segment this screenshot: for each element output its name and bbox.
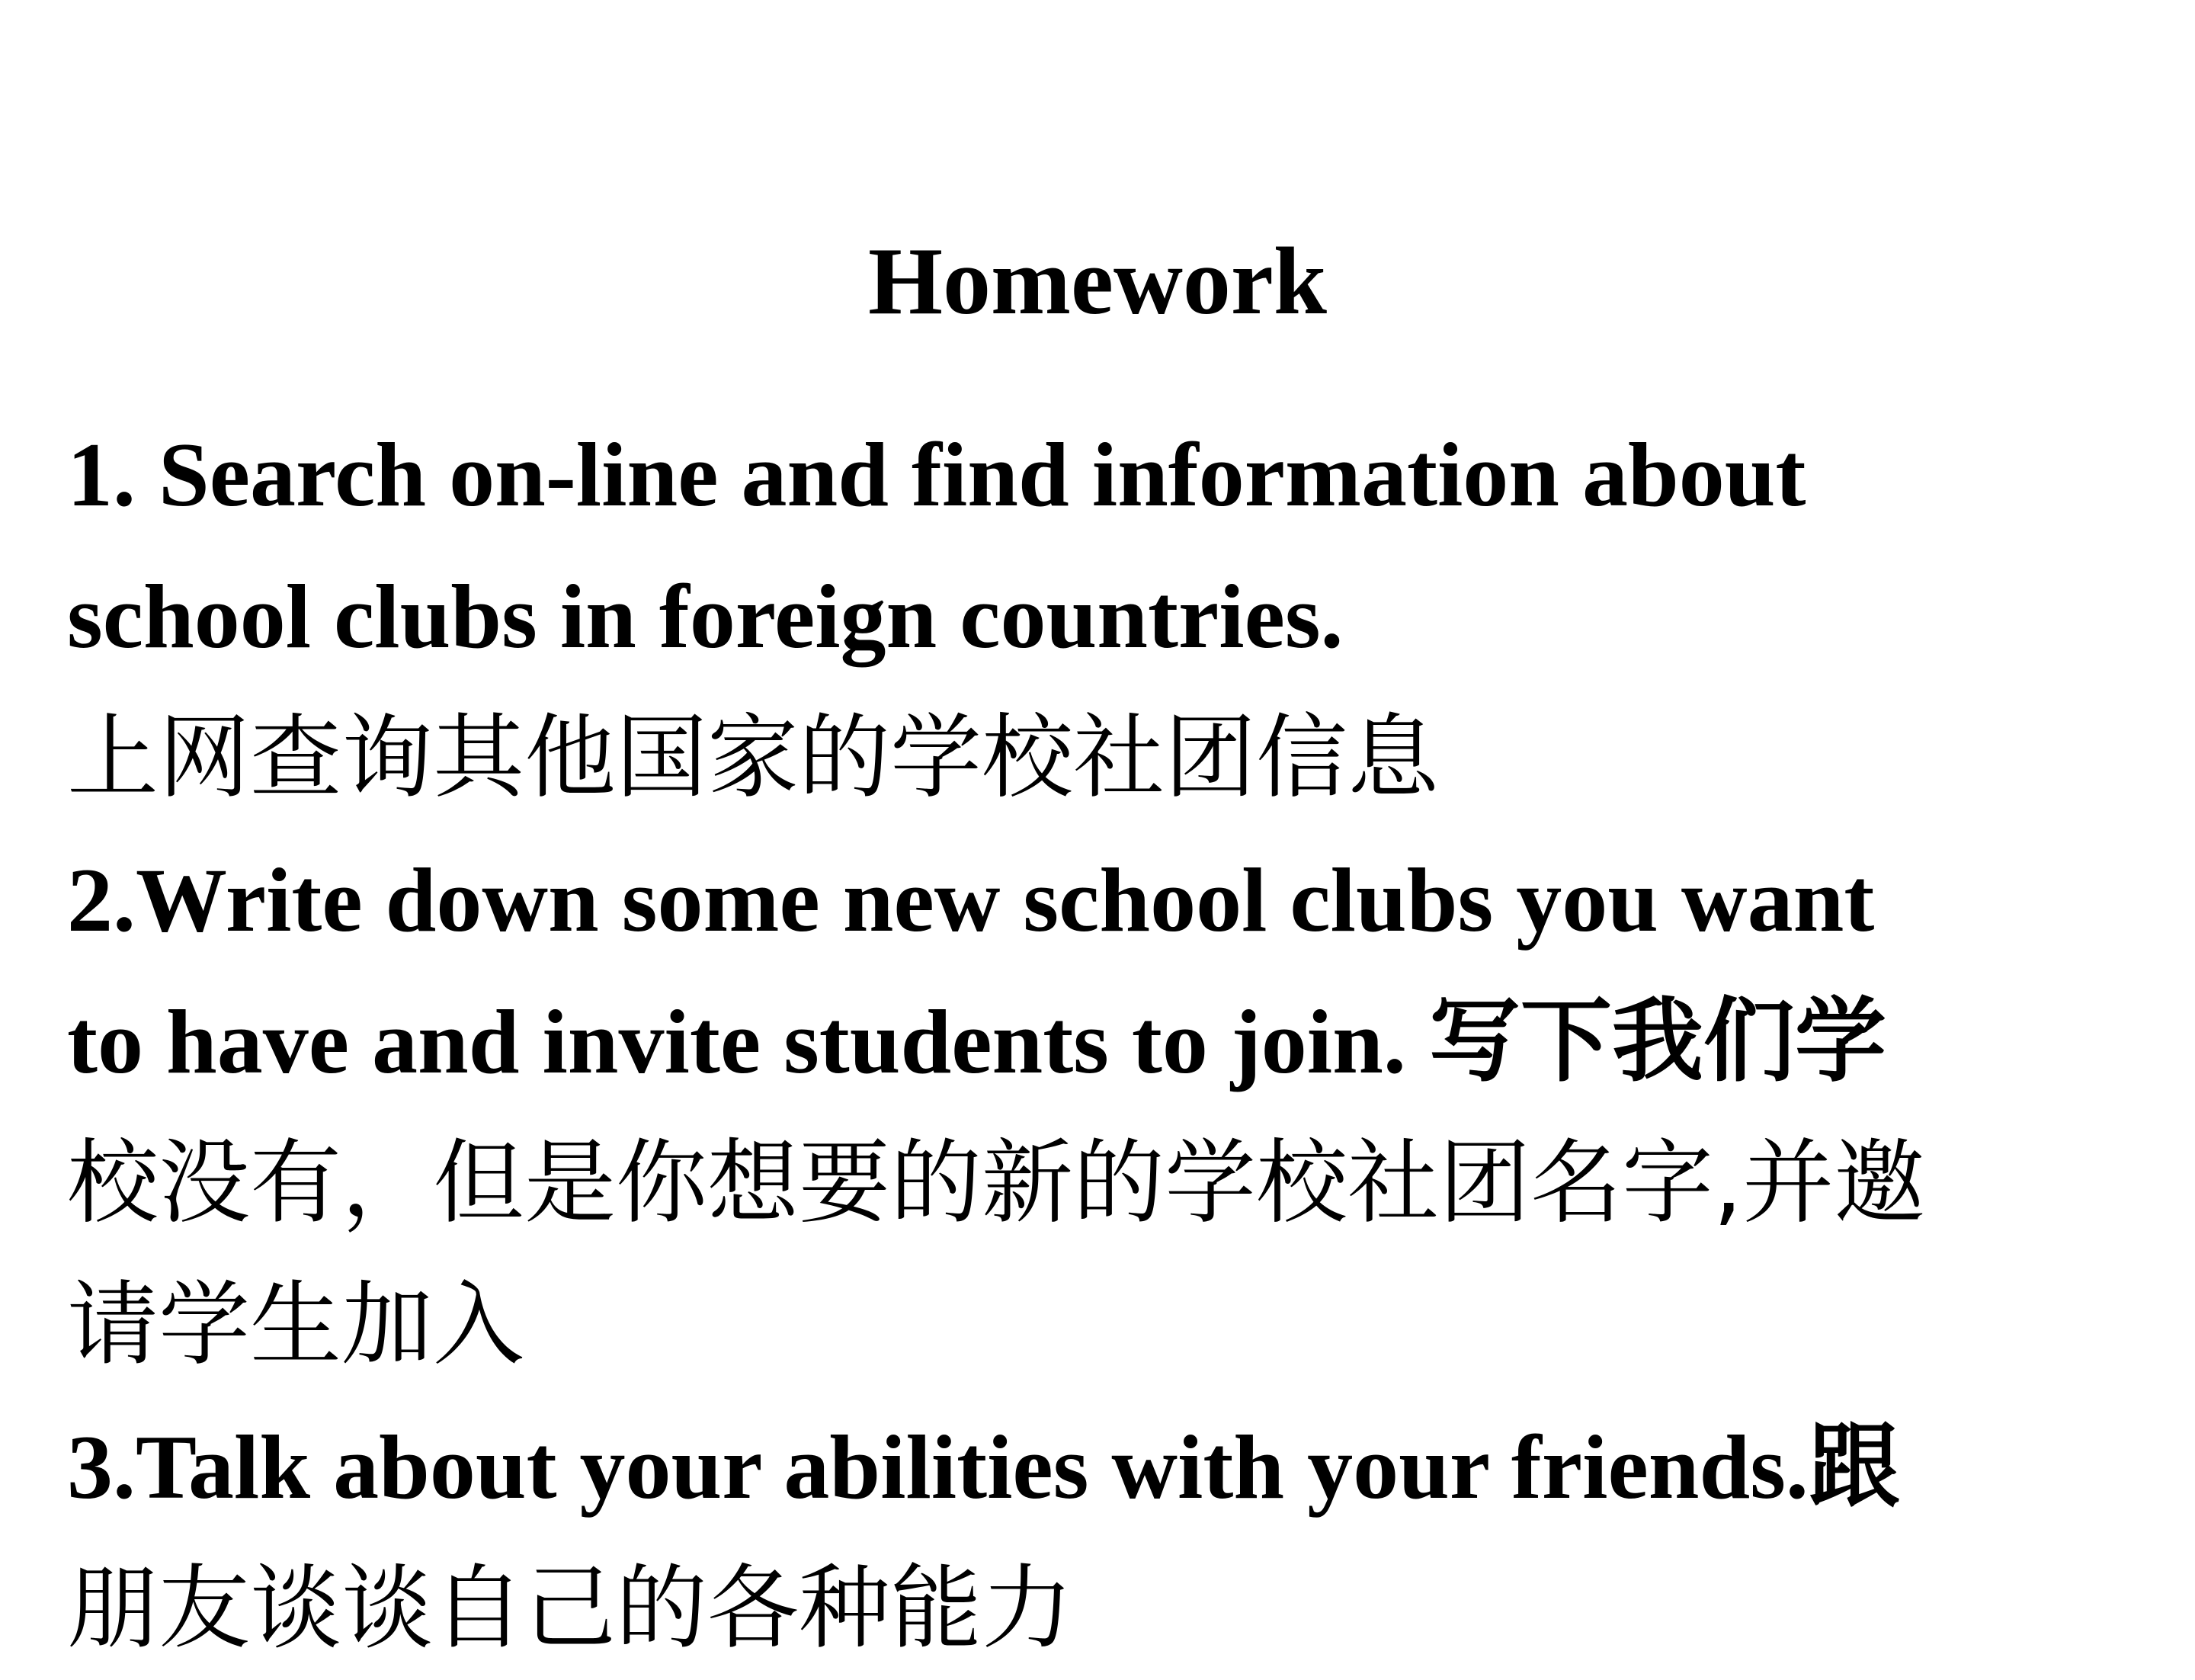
item-1-line-1: 1. Search on-line and find information about <box>67 424 1806 525</box>
item-2-line-1: 2.Write down some new school clubs you want <box>67 849 1875 951</box>
item-1-line-2: school clubs in foreign countries. <box>67 566 1344 667</box>
homework-list <box>67 404 2155 1680</box>
item-3-line-2: 朋友谈谈自己的各种能力 <box>67 1556 1073 1662</box>
slide-title: Homework <box>868 229 1327 335</box>
item-2-line-3: 校没有，但是你想要的新的学校社团名字,并邀 <box>67 1130 1926 1236</box>
homework-item-2 <box>67 829 2155 1396</box>
homework-item-1 <box>67 404 2155 829</box>
homework-item-3 <box>67 1396 2155 1680</box>
item-1-line-3: 上网查询其他国家的学校社团信息 <box>67 705 1439 811</box>
item-2-line-2: to have and invite students to join. 写下我们学 <box>67 991 1886 1092</box>
item-2-line-4: 请学生加入 <box>67 1272 524 1378</box>
item-3-line-1: 3.Talk about your abilities with your friends.跟 <box>67 1416 1900 1518</box>
